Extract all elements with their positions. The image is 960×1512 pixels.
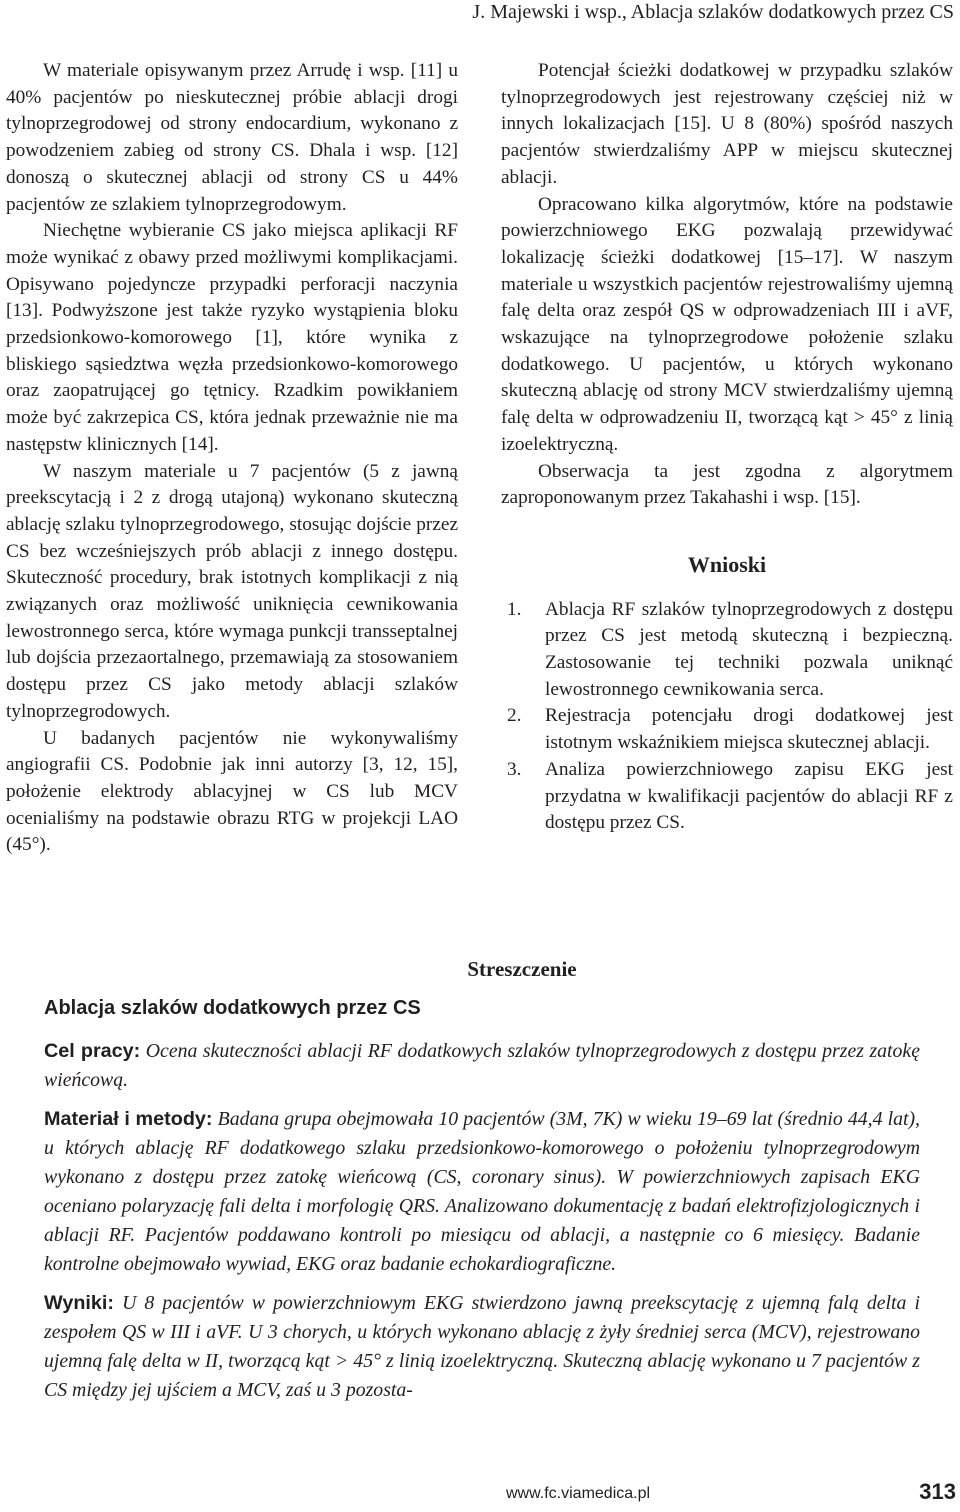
conclusion-item	[501, 703, 953, 756]
body-paragraph: U badanych pacjentów nie wykonywaliśmy angiografii CS. Podobnie jak inni autorzy [3, 12, 15], położenie elektrody ablacyjnej w CS lub MCV ocenialiśmy na podstawie obrazu RTG w projekcji LAO (45°).	[6, 727, 458, 856]
conclusion-item	[501, 757, 953, 837]
footer-url-link[interactable]: www.fc.viamedica.pl	[506, 1485, 651, 1502]
body-paragraph: W materiale opisywanym przez Arrudę i wsp. [11] u 40% pacjentów po nieskutecznej próbie ablacji drogi tylnoprzegrodowej od strony endocardium, wykonano z powodzeniem zabieg od strony CS. Dhala i wsp. [12] donoszą o skutecznej ablacji od strony CS u 44% pacjentów ze szlakiem tylnoprzegrodowym.	[6, 60, 458, 215]
conclusion-number: 3.	[507, 758, 522, 780]
page-number: 313	[919, 1479, 956, 1504]
abstract	[44, 955, 920, 1415]
conclusions-heading: Wnioski	[687, 551, 767, 577]
right-column	[501, 58, 953, 837]
abstract-section-text: U 8 pacjentów w powierzchniowym EKG stwierdzono jawną preekscytację z ujemną falą delta i zespołem QS w III i aVF. U 3 chorych, u których wykonano ablację z żyły średniej serca (MCV), rejestrowano ujemną falę delta w II, tworzącą kąt > 45° z linią izoelektryczną. Skuteczną ablację wykonano u 7 pacjentów z CS między jej ujściem a MCV, zaś u 3 pozosta-	[44, 1292, 920, 1401]
abstract-section	[44, 1105, 920, 1279]
running-header: J. Majewski i wsp., Ablacja szlaków dodatkowych przez CS	[472, 1, 954, 23]
abstract-section	[44, 1289, 920, 1405]
body-paragraph: Obserwacja ta jest zgodna z algorytmem zaproponowanym przez Takahashi i wsp. [15].	[501, 460, 953, 509]
body-paragraph: Potencjał ścieżki dodatkowej w przypadku szlaków tylnoprzegrodowych jest rejestrowany częściej niż w innych lokalizacjach [15]. U 8 (80%) spośród naszych pacjentów stwierdzaliśmy APP w miejscu skutecznej ablacji.	[501, 60, 953, 188]
abstract-section-text: Badana grupa obejmowała 10 pacjentów (3M, 7K) w wieku 19–69 lat (średnio 44,4 lat), u których ablację RF dodatkowego szlaku przedsionkowo-komorowego o położeniu tylnoprzegrodowym wykonano z dostępu przez zatokę wieńcową (CS, coronary sinus). W powierzchniowych zapisach EKG oceniano polaryzację fali delta i morfologię QRS. Analizowano dokumentację z badań elektrofizjologicznych i ablacji RF. Pacjentów poddawano kontroli po miesiącu od ablacji, a następnie co 6 miesięcy. Badanie kontrolne obejmowało wywiad, EKG oraz badanie echokardiograficzne.	[44, 1108, 920, 1275]
abstract-heading: Streszczenie	[467, 957, 577, 981]
conclusion-number: 2.	[507, 705, 522, 727]
body-paragraph: W naszym materiale u 7 pacjentów (5 z jawną preekscytacją i 2 z drogą utajoną) wykonano skuteczną ablację szlaku tylnoprzegrodowego, stosując dojście przez CS bez wcześniejszych prób ablacji z innego dostępu. Skuteczność procedury, brak istotnych komplikacji z nią związanych oraz możliwość uniknięcia cewnikowania lewostronnego serca, które wymaga punkcji transseptalnej lub dojścia przezaortalnego, przemawiają za stosowaniem dostępu przez CS jako metody ablacji szlaków tylnoprzegrodowych.	[6, 460, 458, 722]
abstract-section-text: Ocena skuteczności ablacji RF dodatkowych szlaków tylnoprzegrodowych z dostępu przez zatokę wieńcową.	[44, 1040, 920, 1091]
abstract-section-label: Materiał i metody:	[44, 1108, 213, 1130]
abstract-section-label: Cel pracy:	[44, 1040, 141, 1062]
body-paragraph: Niechętne wybieranie CS jako miejsca aplikacji RF może wynikać z obawy przed możliwymi komplikacjami. Opisywano pojedyncze przypadki perforacji naczynia [13]. Podwyższone jest także ryzyko wystąpienia bloku przedsionkowo-komorowego [1], które wynika z bliskiego sąsiedztwa węzła przedsionkowo-komorowego oraz zaopatrującej go tętnicy. Rzadkim powikłaniem może być zakrzepica CS, która jednak przeważnie nie ma następstw klinicznych [14].	[6, 220, 458, 455]
conclusion-text: Rejestracja potencjału drogi dodatkowej jest istotnym wskaźnikiem miejsca skutecznej ablacji.	[545, 705, 953, 754]
conclusion-item	[501, 597, 953, 704]
conclusion-number: 1.	[507, 598, 522, 620]
conclusion-text: Ablacja RF szlaków tylnoprzegrodowych z dostępu przez CS jest metodą skuteczną i bezpieczną. Zastosowanie tej techniki pozwala uniknąć lewostronnego cewnikowania serca.	[545, 598, 953, 700]
conclusions-list	[501, 597, 953, 837]
left-column	[6, 58, 458, 859]
conclusion-text: Analiza powierzchniowego zapisu EKG jest przydatna w kwalifikacji pacjentów do ablacji RF z dostępu przez CS.	[545, 758, 953, 834]
body-paragraph: Opracowano kilka algorytmów, które na podstawie powierzchniowego EKG pozwalają przewidywać lokalizację ścieżki dodatkowej [15–17]. W naszym materiale u wszystkich pacjentów rejestrowaliśmy ujemną falę delta oraz zespół QS w odprowadzeniach III i aVF, wskazujące na tylnoprzegrodowe położenie szlaku dodatkowego. U pacjentów, u których wykonano skuteczną ablację od strony MCV stwierdzaliśmy ujemną falę delta w odprowadzeniu II, tworzącą kąt > 45° z linią izoelektryczną.	[501, 193, 953, 455]
abstract-section-label: Wyniki:	[44, 1292, 114, 1314]
abstract-title: Ablacja szlaków dodatkowych przez CS	[44, 997, 421, 1019]
abstract-section	[44, 1037, 920, 1095]
